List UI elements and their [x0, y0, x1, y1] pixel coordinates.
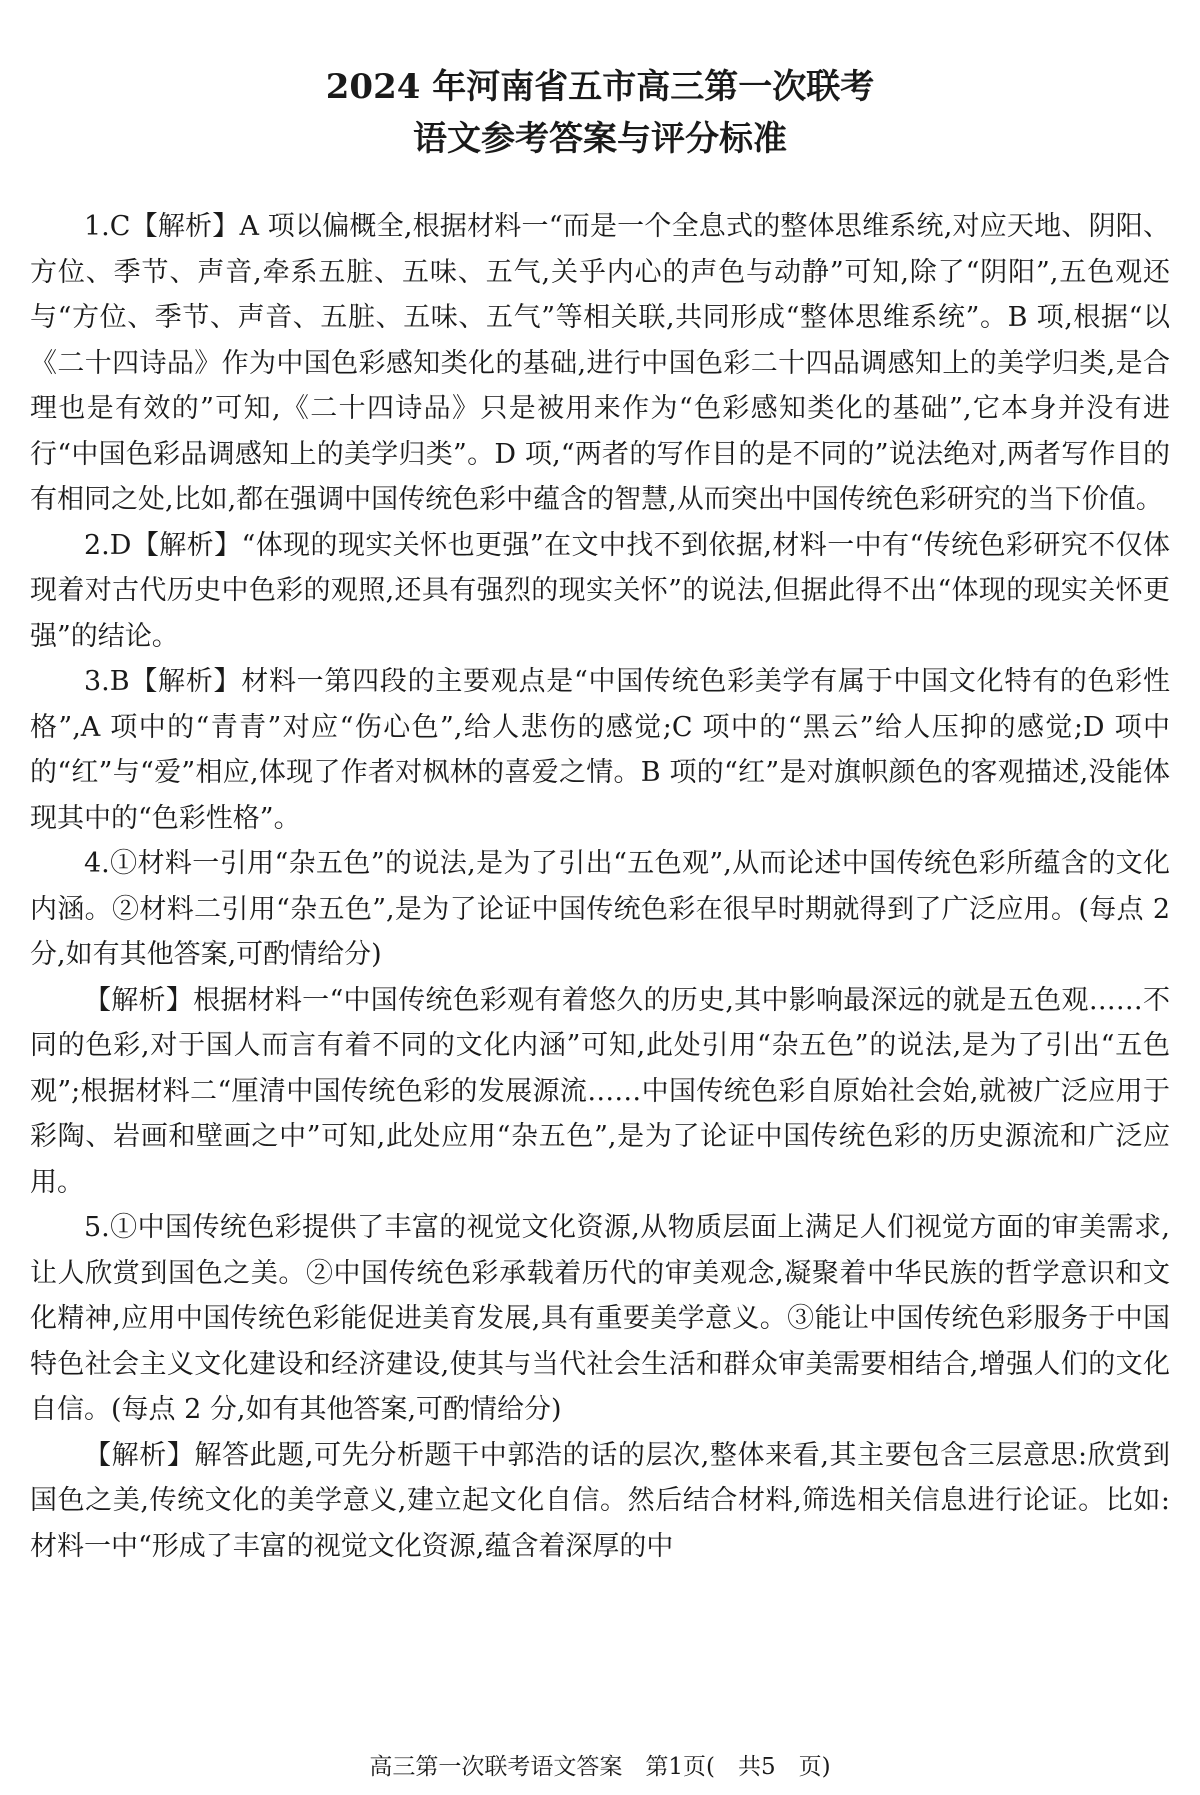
document-subtitle: 语文参考答案与评分标准: [413, 119, 787, 159]
answer-paragraph-q3: 3.B【解析】材料一第四段的主要观点是“中国传统色彩美学有属于中国文化特有的色彩性格”,A 项中的“青青”对应“伤心色”,给人悲伤的感觉;C 项中的“黑云”给人压抑的感觉;D 项中的“红”与“爱”相应,体现了作者对枫林的喜爱之情。B 项的“红”是对旗帜颜色的客观描述,没能体现其中的“色彩性格”。: [30, 666, 1170, 834]
analysis-paragraph-q5: 【解析】解答此题,可先分析题干中郭浩的话的层次,整体来看,其主要包含三层意思:欣赏到国色之美,传统文化的美学意义,建立起文化自信。然后结合材料,筛选相关信息进行论证。比如:材料一中“形成了丰富的视觉文化资源,蕴含着深厚的中: [30, 1439, 1170, 1562]
document-page: [30, 0, 1170, 1795]
answer-paragraph-q4: 4.①材料一引用“杂五色”的说法,是为了引出“五色观”,从而论述中国传统色彩所蕴含的文化内涵。②材料二引用“杂五色”,是为了论证中国传统色彩在很早时期就得到了广泛应用。(每点 2 分,如有其他答案,可酌情给分): [30, 848, 1170, 970]
answer-paragraph-q2: 2.D【解析】“体现的现实关怀也更强”在文中找不到依据,材料一中有“传统色彩研究不仅体现着对古代历史中色彩的观照,还具有强烈的现实关怀”的说法,但据此得不出“体现的现实关怀更强”的结论。: [30, 529, 1170, 652]
analysis-paragraph-q4: 【解析】根据材料一“中国传统色彩观有着悠久的历史,其中影响最深远的就是五色观……不同的色彩,对于国人而言有着不同的文化内涵”可知,此处引用“杂五色”的说法,是为了引出“五色观”;根据材料二“厘清中国传统色彩的发展源流……中国传统色彩自原始社会始,就被广泛应用于彩陶、岩画和壁画之中”可知,此处应用“杂五色”,是为了论证中国传统色彩的历史源流和广泛应用。: [30, 984, 1170, 1198]
answer-paragraph-q1: 1.C【解析】A 项以偏概全,根据材料一“而是一个全息式的整体思维系统,对应天地、阴阳、方位、季节、声音,牵系五脏、五味、五气,关乎内心的声色与动静”可知,除了“阴阳”,五色观还与“方位、季节、声音、五脏、五味、五气”等相关联,共同形成“整体思维系统”。B 项,根据“以《二十四诗品》作为中国色彩感知类化的基础,进行中国色彩二十四品调感知上的美学归类,是合理也是有效的”可知,《二十四诗品》只是被用来作为“色彩感知类化的基础”,它本身并没有进行“中国色彩品调感知上的美学归类”。D 项,“两者的写作目的是不同的”说法绝对,两者写作目的有相同之处,比如,都在强调中国传统色彩中蕴含的智慧,从而突出中国传统色彩研究的当下价值。: [30, 211, 1170, 515]
answer-paragraph-q5: 5.①中国传统色彩提供了丰富的视觉文化资源,从物质层面上满足人们视觉方面的审美需求,让人欣赏到国色之美。②中国传统色彩承载着历代的审美观念,凝聚着中华民族的哲学意识和文化精神,应用中国传统色彩能促进美育发展,具有重要美学意义。③能让中国传统色彩服务于中国特色社会主义文化建设和经济建设,使其与当代社会生活和群众审美需要相结合,增强人们的文化自信。(每点 2 分,如有其他答案,可酌情给分): [30, 1212, 1170, 1425]
page-footer: 高三第一次联考语文答案 第1页( 共5 页): [369, 1754, 831, 1780]
exam-title: 2024 年河南省五市高三第一次联考: [325, 67, 875, 107]
